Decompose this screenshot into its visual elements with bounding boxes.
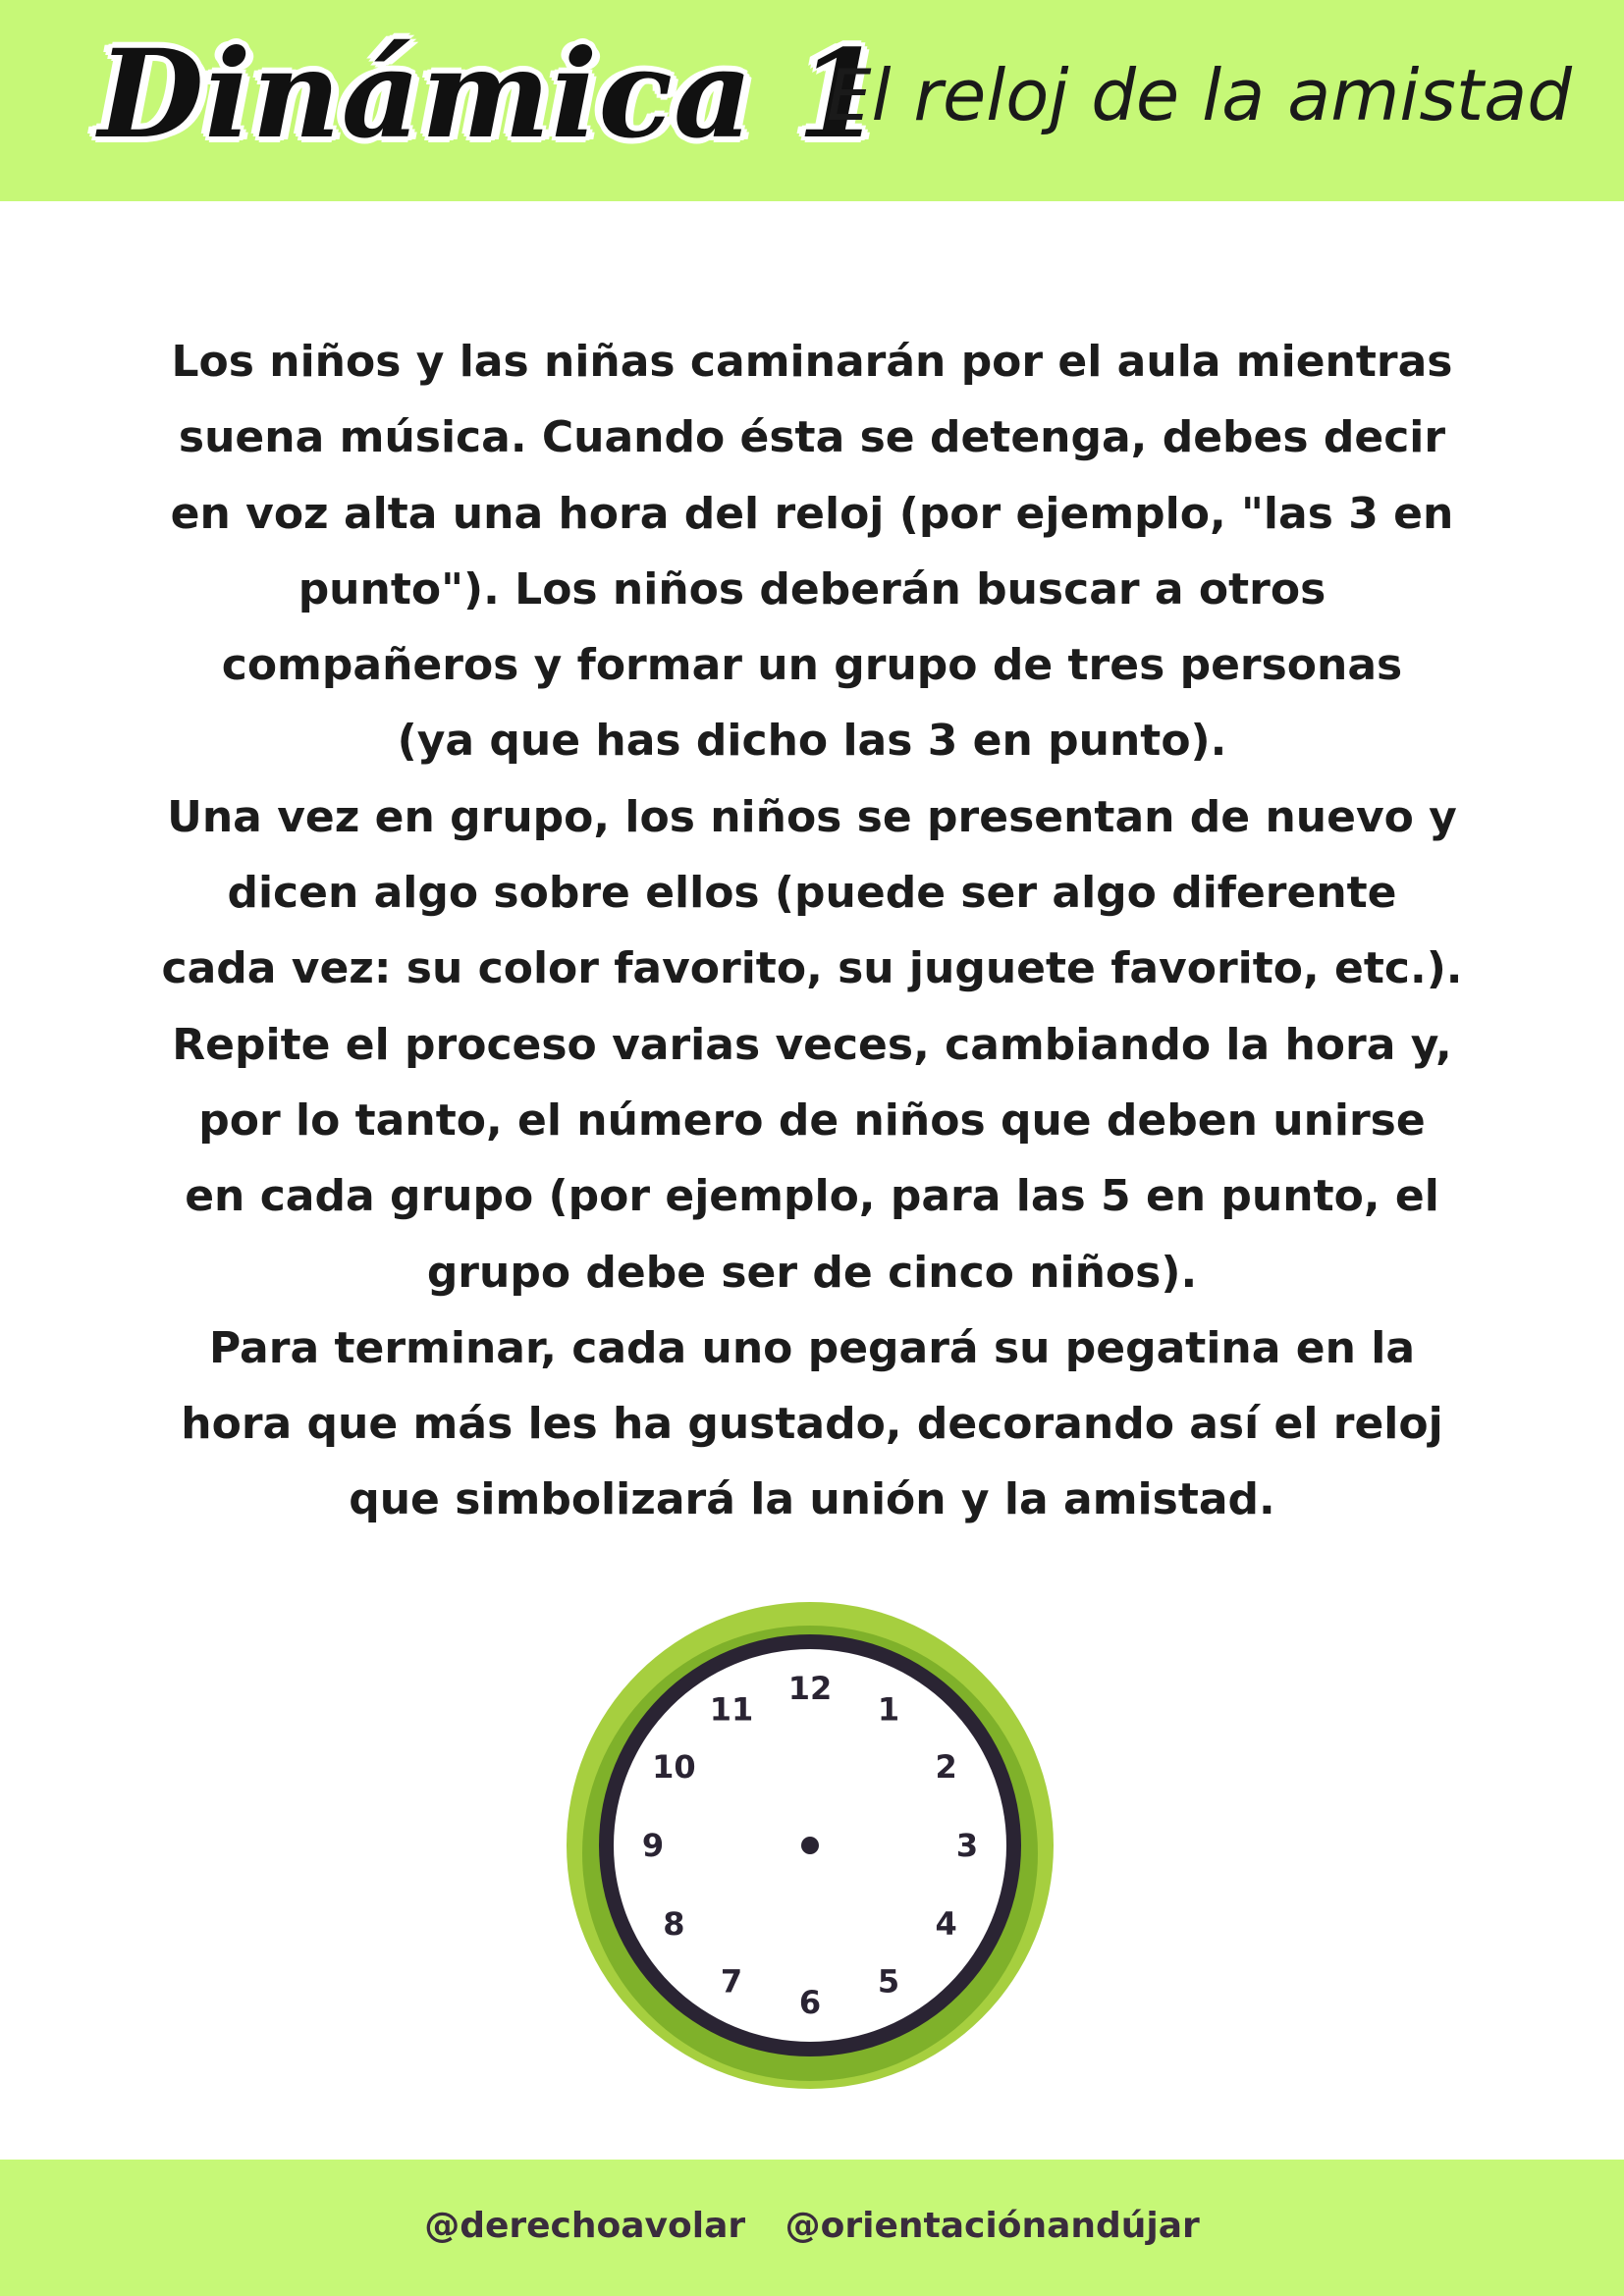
text-line: en cada grupo (por ejemplo, para las 5 en punto, el: [185, 1171, 1439, 1222]
footer-band: [0, 2160, 1624, 2296]
text-line: (ya que has dicho las 3 en punto).: [397, 716, 1227, 767]
header-band: [0, 0, 1624, 201]
text-line: que simbolizará la unión y la amistad.: [349, 1474, 1275, 1525]
clock-number-5: 5: [877, 1962, 900, 2001]
clock-number-8: 8: [663, 1905, 685, 1943]
clock-number-10: 10: [652, 1748, 696, 1786]
text-line: Los niños y las niñas caminarán por el aula mientras: [171, 337, 1453, 387]
text-line: por lo tanto, el número de niños que deben unirse: [198, 1095, 1426, 1146]
text-line: compañeros y formar un grupo de tres personas: [221, 640, 1403, 691]
clock-number-4: 4: [935, 1905, 957, 1943]
text-line: Para terminar, cada uno pegará su pegatina en la: [208, 1322, 1416, 1373]
text-line: hora que más les ha gustado, decorando así el reloj: [181, 1399, 1443, 1450]
text-line: suena música. Cuando ésta se detenga, debes decir: [178, 412, 1446, 463]
text-line: Repite el proceso varias veces, cambiando la hora y,: [172, 1019, 1452, 1070]
clock-number-1: 1: [877, 1690, 900, 1729]
text-line: grupo debe ser de cinco niños).: [426, 1247, 1198, 1298]
page-subtitle: El reloj de la amistad: [827, 54, 1572, 136]
text-line: Una vez en grupo, los niños se presentan de nuevo y: [167, 791, 1457, 842]
clock-number-2: 2: [935, 1748, 957, 1786]
clock-center-dot: [801, 1837, 819, 1854]
footer-handles: [0, 2202, 1624, 2251]
text-line: punto"). Los niños deberán buscar a otros: [298, 563, 1326, 614]
clock-number-12: 12: [787, 1670, 833, 1707]
footer-handle-orientacionandujar[interactable]: @orientaciónandújar: [785, 2206, 1200, 2246]
clock-number-6: 6: [798, 1984, 822, 2021]
text-line: en voz alta una hora del reloj (por ejemplo, "las 3 en: [170, 488, 1454, 539]
clock-number-11: 11: [709, 1690, 754, 1729]
clock-illustration: [565, 1600, 1056, 2091]
footer-handle-derechoavolar[interactable]: @derechoavolar: [424, 2206, 746, 2246]
clock-number-3: 3: [955, 1827, 979, 1864]
page-title: Dinámica 1: [98, 24, 883, 166]
clock-number-9: 9: [641, 1827, 665, 1864]
text-line: cada vez: su color favorito, su juguete favorito, etc.).: [161, 943, 1463, 994]
text-line: dicen algo sobre ellos (puede ser algo diferente: [227, 868, 1397, 919]
instructions-text: [147, 324, 1477, 1538]
clock-number-7: 7: [720, 1962, 743, 2001]
